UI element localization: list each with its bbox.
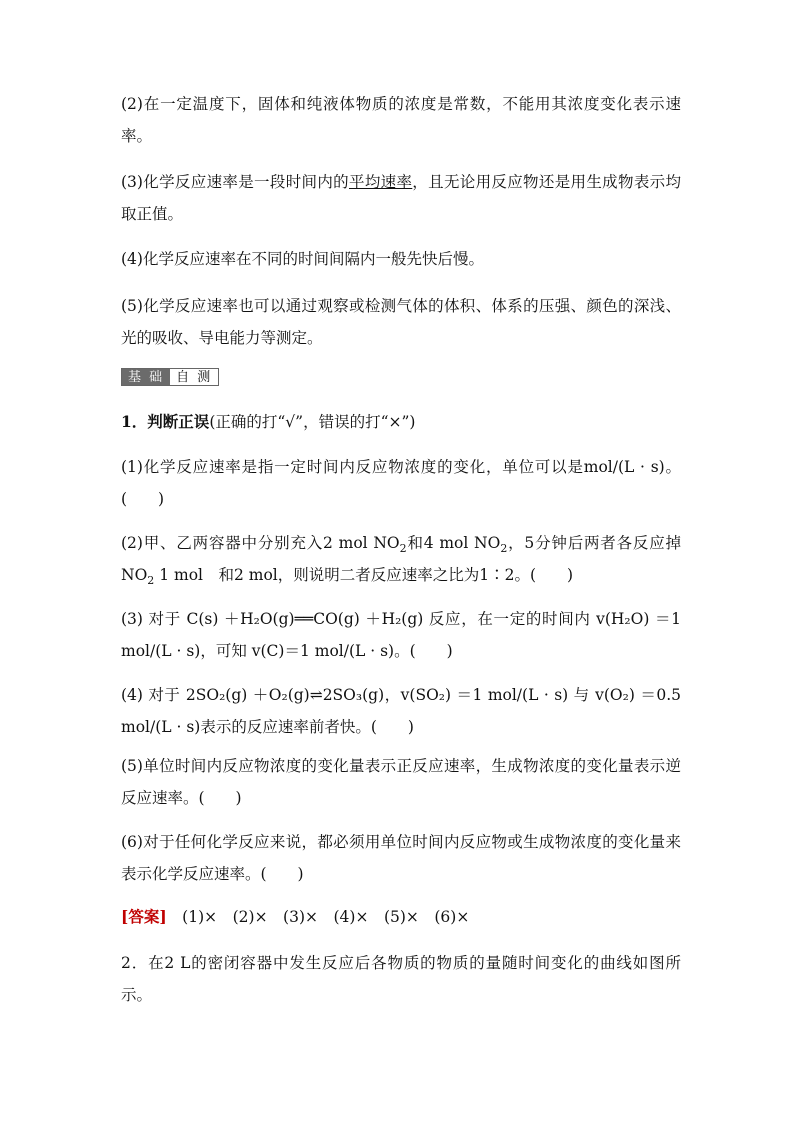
badge-right: 自 测 [170,369,218,385]
point-4: (4)化学反应速率在不同的时间间隔内一般先快后慢。 [121,250,484,268]
answer-label: [答案] [121,907,167,926]
question-1-heading [121,406,415,438]
question-2: 2．在2 L的密闭容器中发生反应后各物质的物质的量随时间变化的曲线如图所示。 [121,954,681,1004]
answer-text: (1)× (2)× (3)× (4)× (5)× (6)× [166,908,470,926]
item-2-part-b: 和4 mol NO [406,534,501,552]
subscript: 2 [399,542,407,556]
question-1-title: 判断正误 [147,412,210,431]
item-4: (4) 对于 2SO₂(g) ＋O₂(g)⇌2SO₃(g)，v(SO₂) ＝1 mol/(L · s) 与 v(O₂) ＝0.5 mol/(L · s)表示的反应速率前者快。( ) [121,686,681,736]
item-2-part-a: (2)甲、乙两容器中分别充入2 mol NO [121,534,400,552]
badge-box [121,368,219,386]
subscript: 2 [147,574,155,588]
point-3-post: ，且无论用反应物还是用生成物表示均取正值。 [121,173,681,223]
section-badge [121,366,219,386]
point-3 [121,166,681,230]
point-3-pre: (3)化学反应速率是一段时间内的 [121,173,349,191]
item-2-part-d: 1 mol 和2 mol，则说明二者反应速率之比为1∶2。( ) [154,566,574,584]
point-5: (5)化学反应速率也可以通过观察或检测气体的体积、体系的压强、颜色的深浅、光的吸收、导电能力等测定。 [121,297,681,347]
answer-line [121,901,469,933]
point-2: (2)在一定温度下，固体和纯液体物质的浓度是常数，不能用其浓度变化表示速率。 [121,95,681,145]
item-5: (5)单位时间内反应物浓度的变化量表示正反应速率，生成物浓度的变化量表示逆反应速率。( ) [121,757,681,807]
question-1-instruction: (正确的打“√”，错误的打“×”) [209,413,416,431]
point-3-underlined: 平均速率 [349,173,413,191]
item-1: (1)化学反应速率是指一定时间内反应物浓度的变化，单位可以是mol/(L · s)。( ) [121,458,681,508]
question-1-number: 1． [121,412,148,431]
subscript: 2 [500,542,508,556]
item-2-part-c: ，5分钟后两者各反应掉NO [121,534,681,584]
badge-left: 基 础 [122,369,170,385]
item-6: (6)对于任何化学反应来说，都必须用单位时间内反应物或生成物浓度的变化量来表示化学反应速率。( ) [121,833,681,883]
item-2 [121,527,681,591]
item-3: (3) 对于 C(s) ＋H₂O(g)══CO(g) ＋H₂(g) 反应，在一定的时间内 v(H₂O) ＝1 mol/(L · s)，可知 v(C)＝1 mol/(L · s)。( ) [121,610,681,660]
